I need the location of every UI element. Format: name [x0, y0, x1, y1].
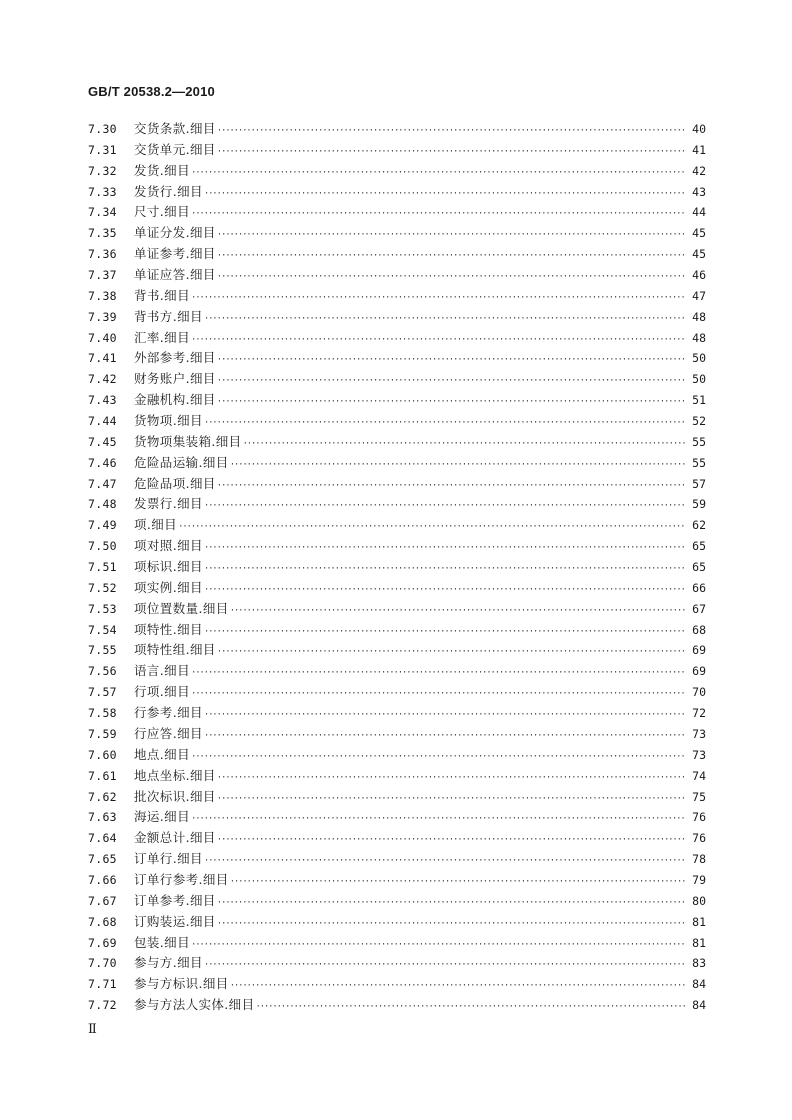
toc-entry-page: 84 [692, 998, 706, 1013]
toc-entry-title: 批次标识.细目 [134, 788, 216, 804]
toc-entry[interactable] [88, 682, 706, 703]
toc-entry-page: 41 [692, 142, 706, 157]
toc-entry-title: 行项.细目 [134, 684, 190, 700]
toc-dot-leader [204, 184, 686, 205]
toc-entry-number: 7.51 [88, 560, 117, 575]
toc-entry-title: 交货条款.细目 [134, 121, 216, 136]
toc-dot-leader [204, 580, 686, 601]
toc-entry-page: 42 [692, 163, 706, 178]
toc-entry[interactable] [88, 432, 706, 453]
toc-entry-title: 项对照.细目 [134, 538, 203, 554]
toc-entry-page: 74 [692, 768, 706, 783]
toc-dot-leader [217, 225, 686, 246]
toc-entry-title: 行应答.细目 [134, 725, 203, 741]
toc-dot-leader [191, 809, 686, 830]
toc-entry-number: 7.39 [88, 309, 117, 324]
toc-entry-title: 金额总计.细目 [134, 830, 216, 846]
toc-entry[interactable] [88, 891, 706, 912]
toc-entry-page: 81 [692, 914, 706, 929]
toc-entry-number: 7.69 [88, 935, 117, 950]
toc-entry-title: 地点坐标.细目 [134, 767, 216, 783]
toc-entry[interactable] [88, 933, 706, 954]
toc-entry-page: 83 [692, 956, 706, 971]
toc-entry-title: 行参考.细目 [134, 705, 203, 721]
toc-entry[interactable] [88, 474, 706, 495]
toc-entry-number: 7.42 [88, 372, 117, 387]
toc-entry-title: 单证参考.细目 [134, 246, 216, 262]
toc-entry-title: 汇率.细目 [134, 329, 190, 345]
toc-entry-title: 项标识.细目 [134, 559, 203, 575]
toc-dot-leader [204, 559, 686, 580]
toc-entry-page: 45 [692, 226, 706, 241]
toc-entry[interactable] [88, 995, 706, 1016]
toc-entry-number: 7.31 [88, 142, 117, 157]
toc-dot-leader [217, 142, 686, 163]
toc-entry-page: 73 [692, 726, 706, 741]
toc-dot-leader [217, 893, 686, 914]
toc-dot-leader [217, 392, 686, 413]
toc-dot-leader [217, 246, 686, 267]
toc-entry-title: 参与方标识.细目 [134, 976, 229, 992]
toc-dot-leader [204, 705, 686, 726]
toc-dot-leader [230, 872, 686, 893]
toc-entry[interactable] [88, 807, 706, 828]
toc-entry[interactable] [88, 599, 706, 620]
toc-entry[interactable] [88, 411, 706, 432]
toc-dot-leader [191, 204, 686, 225]
toc-entry-page: 48 [692, 330, 706, 345]
toc-entry-number: 7.64 [88, 831, 117, 846]
toc-entry-page: 50 [692, 351, 706, 366]
toc-entry-number: 7.63 [88, 810, 117, 825]
toc-entry-title: 背书.细目 [134, 287, 190, 303]
toc-entry-title: 包装.细目 [134, 934, 190, 950]
toc-entry-title: 订购装运.细目 [134, 913, 216, 929]
toc-dot-leader [204, 538, 686, 559]
toc-entry-title: 交货单元.细目 [134, 141, 216, 157]
toc-entry-page: 70 [692, 685, 706, 700]
toc-entry-number: 7.34 [88, 205, 117, 220]
toc-entry[interactable] [88, 390, 706, 411]
toc-entry-title: 危险品运输.细目 [134, 454, 229, 470]
toc-entry-page: 50 [692, 372, 706, 387]
toc-entry-page: 72 [692, 706, 706, 721]
toc-dot-leader [204, 496, 686, 517]
toc-entry-page: 65 [692, 560, 706, 575]
toc-entry-title: 货物项.细目 [134, 413, 203, 429]
toc-dot-leader [191, 288, 686, 309]
table-of-contents [88, 119, 706, 1016]
toc-entry[interactable] [88, 119, 706, 140]
toc-entry-number: 7.66 [88, 872, 117, 887]
toc-entry-title: 背书方.细目 [134, 308, 203, 324]
toc-dot-leader [243, 434, 686, 455]
toc-entry-page: 75 [692, 789, 706, 804]
toc-entry-number: 7.43 [88, 393, 117, 408]
toc-dot-leader [191, 163, 686, 184]
toc-entry-title: 货物项集装箱.细目 [134, 433, 242, 449]
toc-entry-number: 7.70 [88, 956, 117, 971]
toc-entry-number: 7.53 [88, 601, 117, 616]
toc-entry[interactable] [88, 515, 706, 536]
toc-entry-title: 参与方法人实体.细目 [134, 997, 255, 1013]
toc-entry-title: 海运.细目 [134, 809, 190, 825]
toc-dot-leader [217, 830, 686, 851]
toc-entry-page: 45 [692, 247, 706, 262]
page-number: Ⅱ [88, 1022, 97, 1037]
toc-entry-page: 76 [692, 810, 706, 825]
toc-entry-number: 7.36 [88, 247, 117, 262]
toc-entry-page: 48 [692, 309, 706, 324]
toc-entry-title: 单证分发.细目 [134, 225, 216, 241]
toc-entry[interactable] [88, 703, 706, 724]
toc-entry-title: 项.细目 [134, 517, 178, 533]
toc-entry-page: 69 [692, 643, 706, 658]
toc-entry-page: 59 [692, 497, 706, 512]
toc-entry-number: 7.60 [88, 747, 117, 762]
toc-entry[interactable] [88, 870, 706, 891]
toc-entry-title: 外部参考.细目 [134, 350, 216, 366]
toc-entry-title: 单证应答.细目 [134, 267, 216, 283]
toc-entry-page: 69 [692, 664, 706, 679]
toc-entry-number: 7.54 [88, 622, 117, 637]
toc-entry-number: 7.56 [88, 664, 117, 679]
toc-entry-page: 46 [692, 268, 706, 283]
toc-entry[interactable] [88, 974, 706, 995]
toc-entry[interactable] [88, 223, 706, 244]
toc-dot-leader [255, 997, 686, 1018]
toc-entry-number: 7.72 [88, 998, 117, 1013]
toc-entry[interactable] [88, 286, 706, 307]
toc-entry-number: 7.38 [88, 288, 117, 303]
toc-entry-title: 发货行.细目 [134, 183, 203, 199]
toc-entry-number: 7.49 [88, 518, 117, 533]
toc-dot-leader [230, 455, 686, 476]
toc-entry-title: 危险品项.细目 [134, 475, 216, 491]
toc-entry[interactable] [88, 745, 706, 766]
toc-entry-number: 7.46 [88, 455, 117, 470]
toc-dot-leader [217, 350, 686, 371]
toc-entry[interactable] [88, 557, 706, 578]
toc-entry[interactable] [88, 953, 706, 974]
toc-entry[interactable] [88, 828, 706, 849]
toc-entry[interactable] [88, 494, 706, 515]
toc-entry-page: 62 [692, 518, 706, 533]
toc-entry[interactable] [88, 161, 706, 182]
toc-entry[interactable] [88, 244, 706, 265]
toc-entry[interactable] [88, 766, 706, 787]
document-id-header: GB/T 20538.2—2010 [88, 84, 215, 99]
toc-entry[interactable] [88, 640, 706, 661]
toc-entry[interactable] [88, 912, 706, 933]
toc-entry-number: 7.52 [88, 580, 117, 595]
toc-entry-number: 7.57 [88, 685, 117, 700]
toc-entry-number: 7.61 [88, 768, 117, 783]
toc-entry[interactable] [88, 787, 706, 808]
toc-entry-title: 发货.细目 [134, 162, 190, 178]
toc-entry-title: 尺寸.细目 [134, 204, 190, 220]
toc-entry-page: 47 [692, 288, 706, 303]
toc-entry-page: 40 [692, 122, 706, 136]
toc-entry-title: 语言.细目 [134, 663, 190, 679]
toc-entry-number: 7.41 [88, 351, 117, 366]
toc-entry[interactable] [88, 182, 706, 203]
toc-entry-number: 7.50 [88, 539, 117, 554]
toc-dot-leader [217, 789, 686, 810]
toc-entry-page: 76 [692, 831, 706, 846]
toc-entry-page: 67 [692, 601, 706, 616]
toc-entry[interactable] [88, 202, 706, 223]
toc-entry[interactable] [88, 140, 706, 161]
toc-entry-number: 7.35 [88, 226, 117, 241]
toc-entry-page: 78 [692, 852, 706, 867]
toc-entry[interactable] [88, 348, 706, 369]
toc-entry-title: 财务账户.细目 [134, 371, 216, 387]
toc-entry[interactable] [88, 536, 706, 557]
toc-entry-number: 7.65 [88, 852, 117, 867]
toc-entry-number: 7.68 [88, 914, 117, 929]
toc-entry-title: 地点.细目 [134, 746, 190, 762]
toc-entry-number: 7.62 [88, 789, 117, 804]
toc-entry[interactable] [88, 369, 706, 390]
toc-dot-leader [191, 935, 686, 956]
toc-entry[interactable] [88, 620, 706, 641]
toc-entry-number: 7.40 [88, 330, 117, 345]
toc-entry-title: 金融机构.细目 [134, 392, 216, 408]
toc-dot-leader [204, 851, 686, 872]
toc-entry[interactable] [88, 661, 706, 682]
toc-entry-page: 66 [692, 580, 706, 595]
toc-entry-number: 7.37 [88, 268, 117, 283]
toc-entry-page: 55 [692, 434, 706, 449]
toc-dot-leader [217, 768, 686, 789]
toc-entry-page: 73 [692, 747, 706, 762]
toc-dot-leader [178, 517, 686, 538]
toc-entry-page: 55 [692, 455, 706, 470]
toc-dot-leader [217, 476, 686, 497]
toc-dot-leader [191, 747, 686, 768]
toc-dot-leader [230, 601, 686, 622]
toc-dot-leader [217, 642, 686, 663]
toc-entry-title: 参与方.细目 [134, 955, 203, 971]
toc-entry-title: 订单行.细目 [134, 851, 203, 867]
toc-entry-title: 项特性.细目 [134, 621, 203, 637]
toc-entry-number: 7.47 [88, 476, 117, 491]
toc-entry-number: 7.71 [88, 977, 117, 992]
toc-dot-leader [191, 684, 686, 705]
toc-entry-number: 7.44 [88, 414, 117, 429]
toc-entry-page: 44 [692, 205, 706, 220]
toc-dot-leader [204, 726, 686, 747]
toc-entry-title: 发票行.细目 [134, 496, 203, 512]
toc-entry-page: 52 [692, 414, 706, 429]
toc-dot-leader [217, 371, 686, 392]
toc-entry[interactable] [88, 265, 706, 286]
toc-entry-page: 80 [692, 893, 706, 908]
toc-entry-number: 7.45 [88, 434, 117, 449]
toc-dot-leader [204, 622, 686, 643]
toc-entry-number: 7.58 [88, 706, 117, 721]
toc-entry-title: 项实例.细目 [134, 579, 203, 595]
toc-entry-number: 7.33 [88, 184, 117, 199]
toc-dot-leader [204, 413, 686, 434]
toc-entry[interactable] [88, 724, 706, 745]
toc-entry-number: 7.48 [88, 497, 117, 512]
toc-dot-leader [204, 955, 686, 976]
toc-entry[interactable] [88, 328, 706, 349]
toc-entry-title: 项位置数量.细目 [134, 600, 229, 616]
toc-entry-number: 7.32 [88, 163, 117, 178]
toc-entry-title: 项特性组.细目 [134, 642, 216, 658]
toc-entry[interactable] [88, 849, 706, 870]
toc-entry-number: 7.67 [88, 893, 117, 908]
toc-entry-page: 43 [692, 184, 706, 199]
toc-entry-page: 84 [692, 977, 706, 992]
toc-entry[interactable] [88, 307, 706, 328]
toc-dot-leader [217, 914, 686, 935]
toc-entry-title: 订单参考.细目 [134, 892, 216, 908]
toc-entry-page: 81 [692, 935, 706, 950]
toc-entry-page: 79 [692, 872, 706, 887]
toc-dot-leader [217, 121, 686, 142]
toc-entry-title: 订单行参考.细目 [134, 871, 229, 887]
toc-entry[interactable] [88, 453, 706, 474]
toc-dot-leader [230, 976, 686, 997]
toc-entry-number: 7.59 [88, 726, 117, 741]
toc-entry-page: 51 [692, 393, 706, 408]
toc-entry[interactable] [88, 578, 706, 599]
toc-dot-leader [217, 267, 686, 288]
toc-dot-leader [191, 330, 686, 351]
toc-entry-page: 57 [692, 476, 706, 491]
toc-entry-number: 7.55 [88, 643, 117, 658]
toc-entry-number: 7.30 [88, 122, 117, 136]
toc-entry-page: 68 [692, 622, 706, 637]
toc-entry-page: 65 [692, 539, 706, 554]
toc-dot-leader [204, 309, 686, 330]
toc-dot-leader [191, 663, 686, 684]
